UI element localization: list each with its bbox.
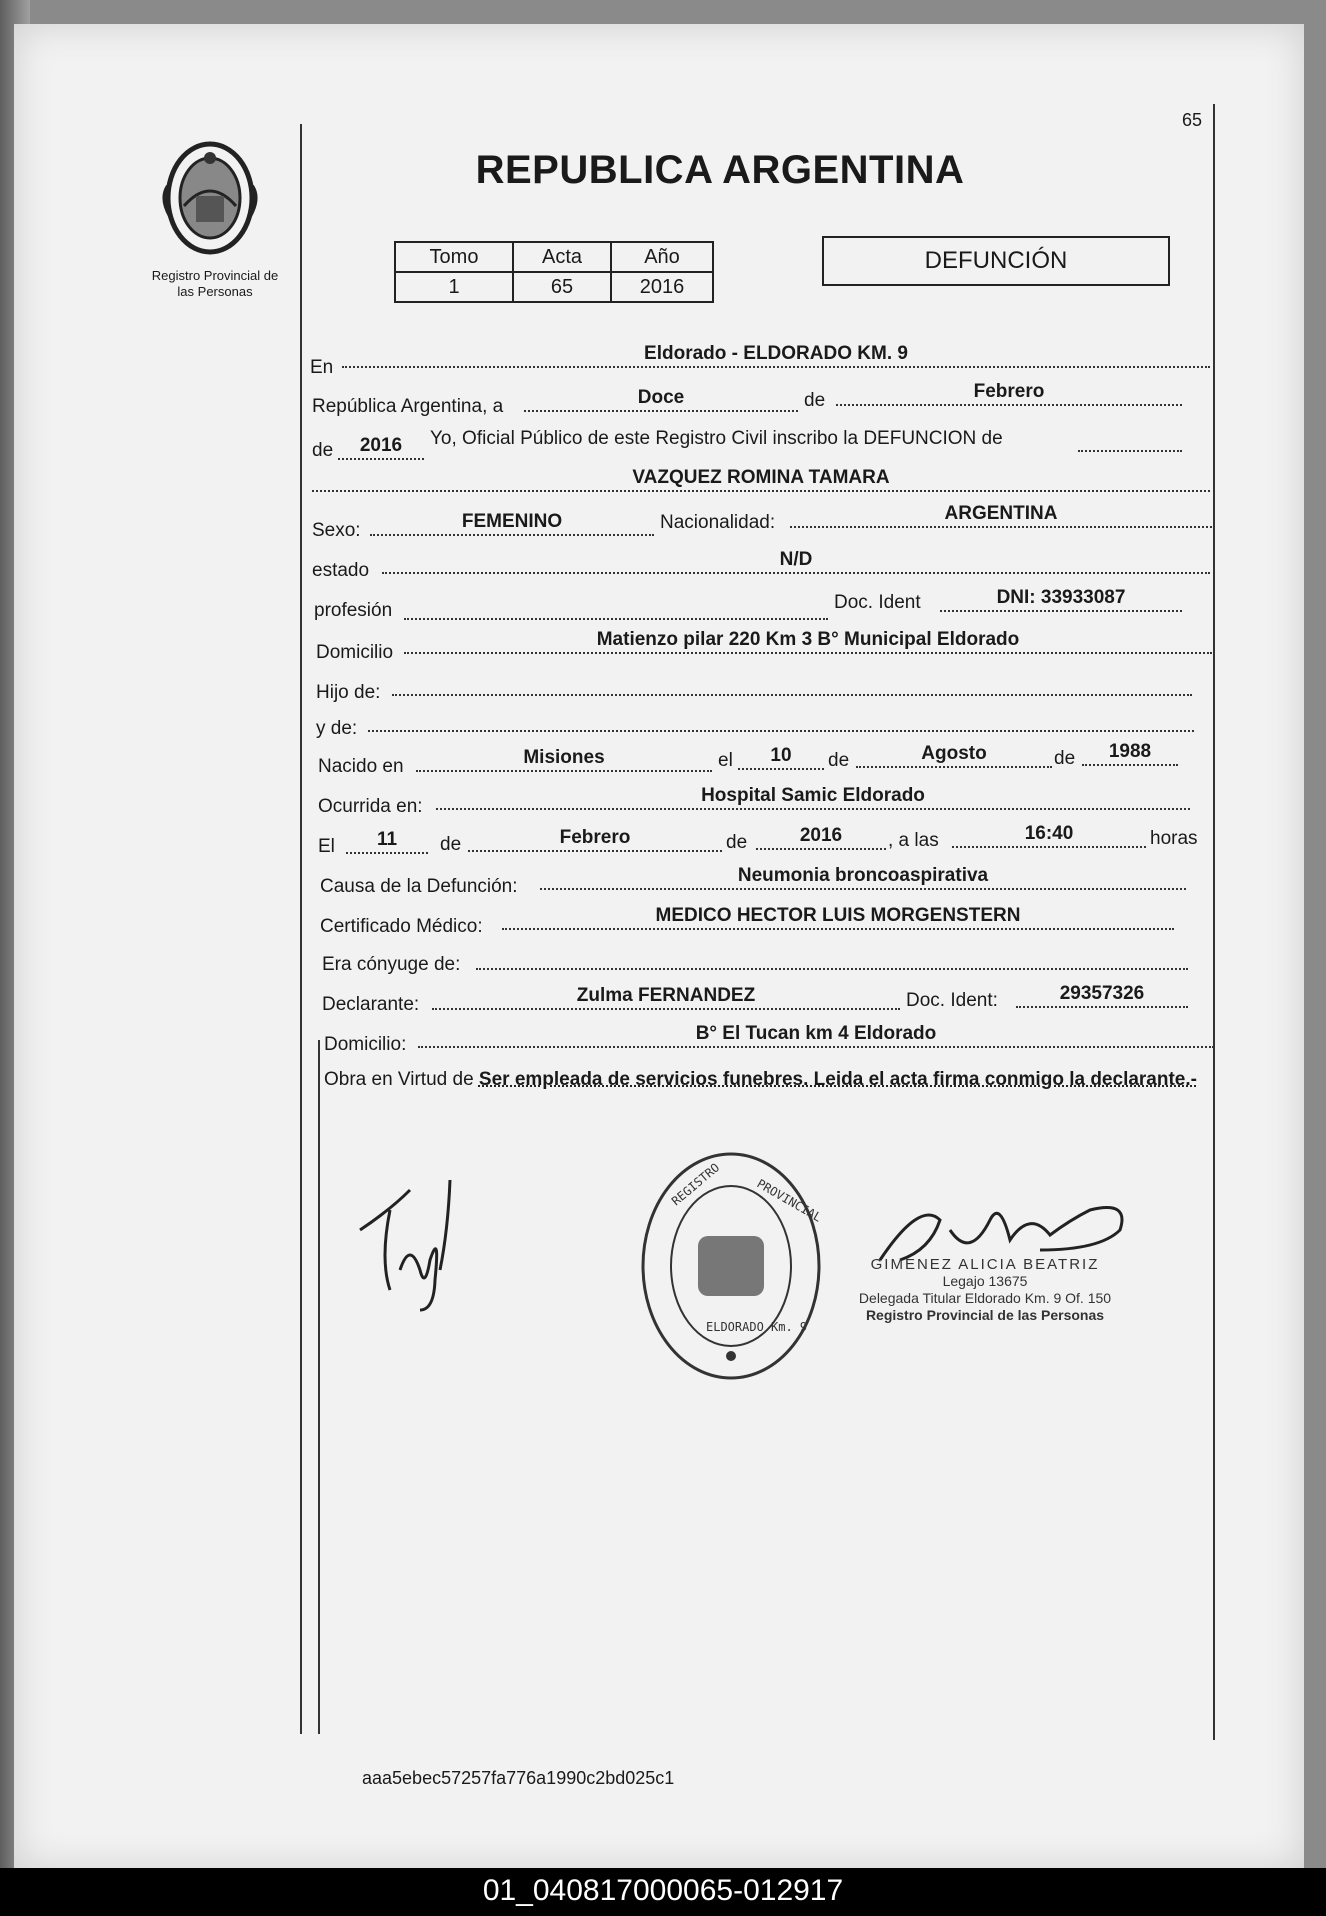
acta-value: 65 bbox=[513, 272, 611, 302]
birthplace-field: Misiones bbox=[416, 748, 712, 772]
conyuge-field bbox=[476, 946, 1188, 970]
a-las-label: , a las bbox=[888, 830, 939, 851]
hijo-field bbox=[392, 672, 1192, 696]
nacido-label: Nacido en bbox=[318, 756, 404, 777]
el-label: el bbox=[718, 750, 733, 771]
profesion-label: profesión bbox=[314, 600, 393, 621]
acta-header: Acta bbox=[513, 242, 611, 272]
birth-month-field: Agosto bbox=[856, 744, 1052, 768]
svg-text:PROVINCIAL: PROVINCIAL bbox=[754, 1176, 825, 1225]
ocurrida-label: Ocurrida en: bbox=[318, 796, 423, 817]
tomo-value: 1 bbox=[395, 272, 513, 302]
en-label: En bbox=[310, 357, 334, 378]
el-cap-label: El bbox=[318, 836, 335, 857]
de-label-3: de bbox=[828, 750, 850, 771]
death-month-field: Febrero bbox=[468, 828, 722, 852]
obra-field: Ser empleada de servicios funebres. Leida el acta firma conmigo la declarante.- bbox=[478, 1069, 1197, 1090]
estado-field: N/D bbox=[382, 550, 1210, 574]
estado-label: estado bbox=[312, 560, 370, 581]
logo-caption-line2: las Personas bbox=[177, 284, 253, 299]
doc-ident-field: DNI: 33933087 bbox=[940, 588, 1182, 612]
obra-paragraph bbox=[324, 1066, 1214, 1094]
republica-label: República Argentina, a bbox=[312, 396, 504, 417]
de-label-4: de bbox=[1054, 748, 1076, 769]
seal-inner-text: ELDORADO Km. 9 bbox=[706, 1320, 808, 1334]
day-field: Doce bbox=[524, 388, 798, 412]
de-label-2: de bbox=[312, 440, 334, 461]
domicilio-field: Matienzo pilar 220 Km 3 B° Municipal Eldorado bbox=[404, 630, 1212, 654]
logo-caption-line1: Registro Provincial de bbox=[151, 268, 279, 283]
inscribo-text: Yo, Oficial Público de este Registro Civil inscribo la DEFUNCION de bbox=[430, 428, 1003, 449]
nacionalidad-label: Nacionalidad: bbox=[660, 512, 776, 533]
domicilio2-label: Domicilio: bbox=[324, 1034, 407, 1055]
sexo-field: FEMENINO bbox=[370, 512, 654, 536]
yde-label: y de: bbox=[316, 718, 358, 739]
horas-label: horas bbox=[1150, 828, 1198, 849]
svg-text:REGISTRO: REGISTRO bbox=[668, 1160, 723, 1209]
causa-label: Causa de la Defunción: bbox=[320, 876, 518, 897]
official-name: GIMENEZ ALICIA BEATRIZ bbox=[870, 1256, 1100, 1273]
footer-code: 01_040817000065-012917 bbox=[482, 1874, 844, 1907]
official-legajo: Legajo 13675 bbox=[942, 1273, 1028, 1289]
document-hash: aaa5ebec57257fa776a1990c2bd025c1 bbox=[362, 1768, 675, 1788]
yde-field bbox=[368, 708, 1194, 732]
page-title: REPUBLICA ARGENTINA bbox=[475, 148, 965, 192]
nacionalidad-field: ARGENTINA bbox=[790, 504, 1212, 528]
logo-caption bbox=[135, 268, 295, 300]
conyuge-label: Era cónyuge de: bbox=[322, 954, 461, 975]
declarante-label: Declarante: bbox=[322, 994, 420, 1015]
declarant-signature bbox=[350, 1170, 490, 1320]
deceased-name-field: VAZQUEZ ROMINA TAMARA bbox=[312, 468, 1210, 492]
official-stamp-text bbox=[840, 1256, 1130, 1324]
domicilio2-field: B° El Tucan km 4 Eldorado bbox=[418, 1024, 1214, 1048]
causa-field: Neumonia broncoaspirativa bbox=[540, 866, 1186, 890]
death-day-field: 11 bbox=[346, 830, 428, 854]
certificado-field: MEDICO HECTOR LUIS MORGENSTERN bbox=[502, 906, 1174, 930]
tomo-header: Tomo bbox=[395, 242, 513, 272]
doc-ident2-label: Doc. Ident: bbox=[906, 990, 998, 1011]
birth-day-field: 10 bbox=[738, 746, 824, 770]
death-time-field: 16:40 bbox=[952, 824, 1146, 848]
obra-label: Obra en Virtud de bbox=[324, 1069, 474, 1090]
hijo-label: Hijo de: bbox=[316, 682, 381, 703]
right-margin-line bbox=[1213, 104, 1215, 1740]
month-field: Febrero bbox=[836, 382, 1182, 406]
doc-ident2-field: 29357326 bbox=[1016, 984, 1188, 1008]
doc-ident-label: Doc. Ident bbox=[834, 592, 921, 613]
birth-year-field: 1988 bbox=[1082, 742, 1178, 766]
de-label-6: de bbox=[726, 832, 748, 853]
de-label-1: de bbox=[804, 390, 826, 411]
inscribo-blank bbox=[1078, 428, 1182, 452]
registry-table bbox=[394, 241, 714, 303]
year-field: 2016 bbox=[338, 436, 424, 460]
de-label-5: de bbox=[440, 834, 462, 855]
profesion-field bbox=[404, 596, 828, 620]
ocurrida-field: Hospital Samic Eldorado bbox=[436, 786, 1190, 810]
left-margin-line bbox=[300, 124, 302, 1734]
coat-of-arms-icon bbox=[160, 136, 260, 260]
certificado-label: Certificado Médico: bbox=[320, 916, 483, 937]
official-institution: Registro Provincial de las Personas bbox=[865, 1307, 1105, 1323]
anio-value: 2016 bbox=[611, 272, 713, 302]
place-field: Eldorado - ELDORADO KM. 9 bbox=[342, 344, 1210, 368]
death-year-field: 2016 bbox=[756, 826, 886, 850]
document-type-box: DEFUNCIÓN bbox=[822, 236, 1170, 286]
left-margin-line-2 bbox=[318, 1040, 320, 1734]
declarante-field: Zulma FERNANDEZ bbox=[432, 986, 900, 1010]
official-seal bbox=[636, 1146, 826, 1390]
official-role: Delegada Titular Eldorado Km. 9 Of. 150 bbox=[858, 1290, 1112, 1306]
domicilio-label: Domicilio bbox=[316, 642, 394, 663]
anio-header: Año bbox=[611, 242, 713, 272]
page-number: 65 bbox=[1182, 110, 1203, 130]
sexo-label: Sexo: bbox=[312, 520, 361, 541]
